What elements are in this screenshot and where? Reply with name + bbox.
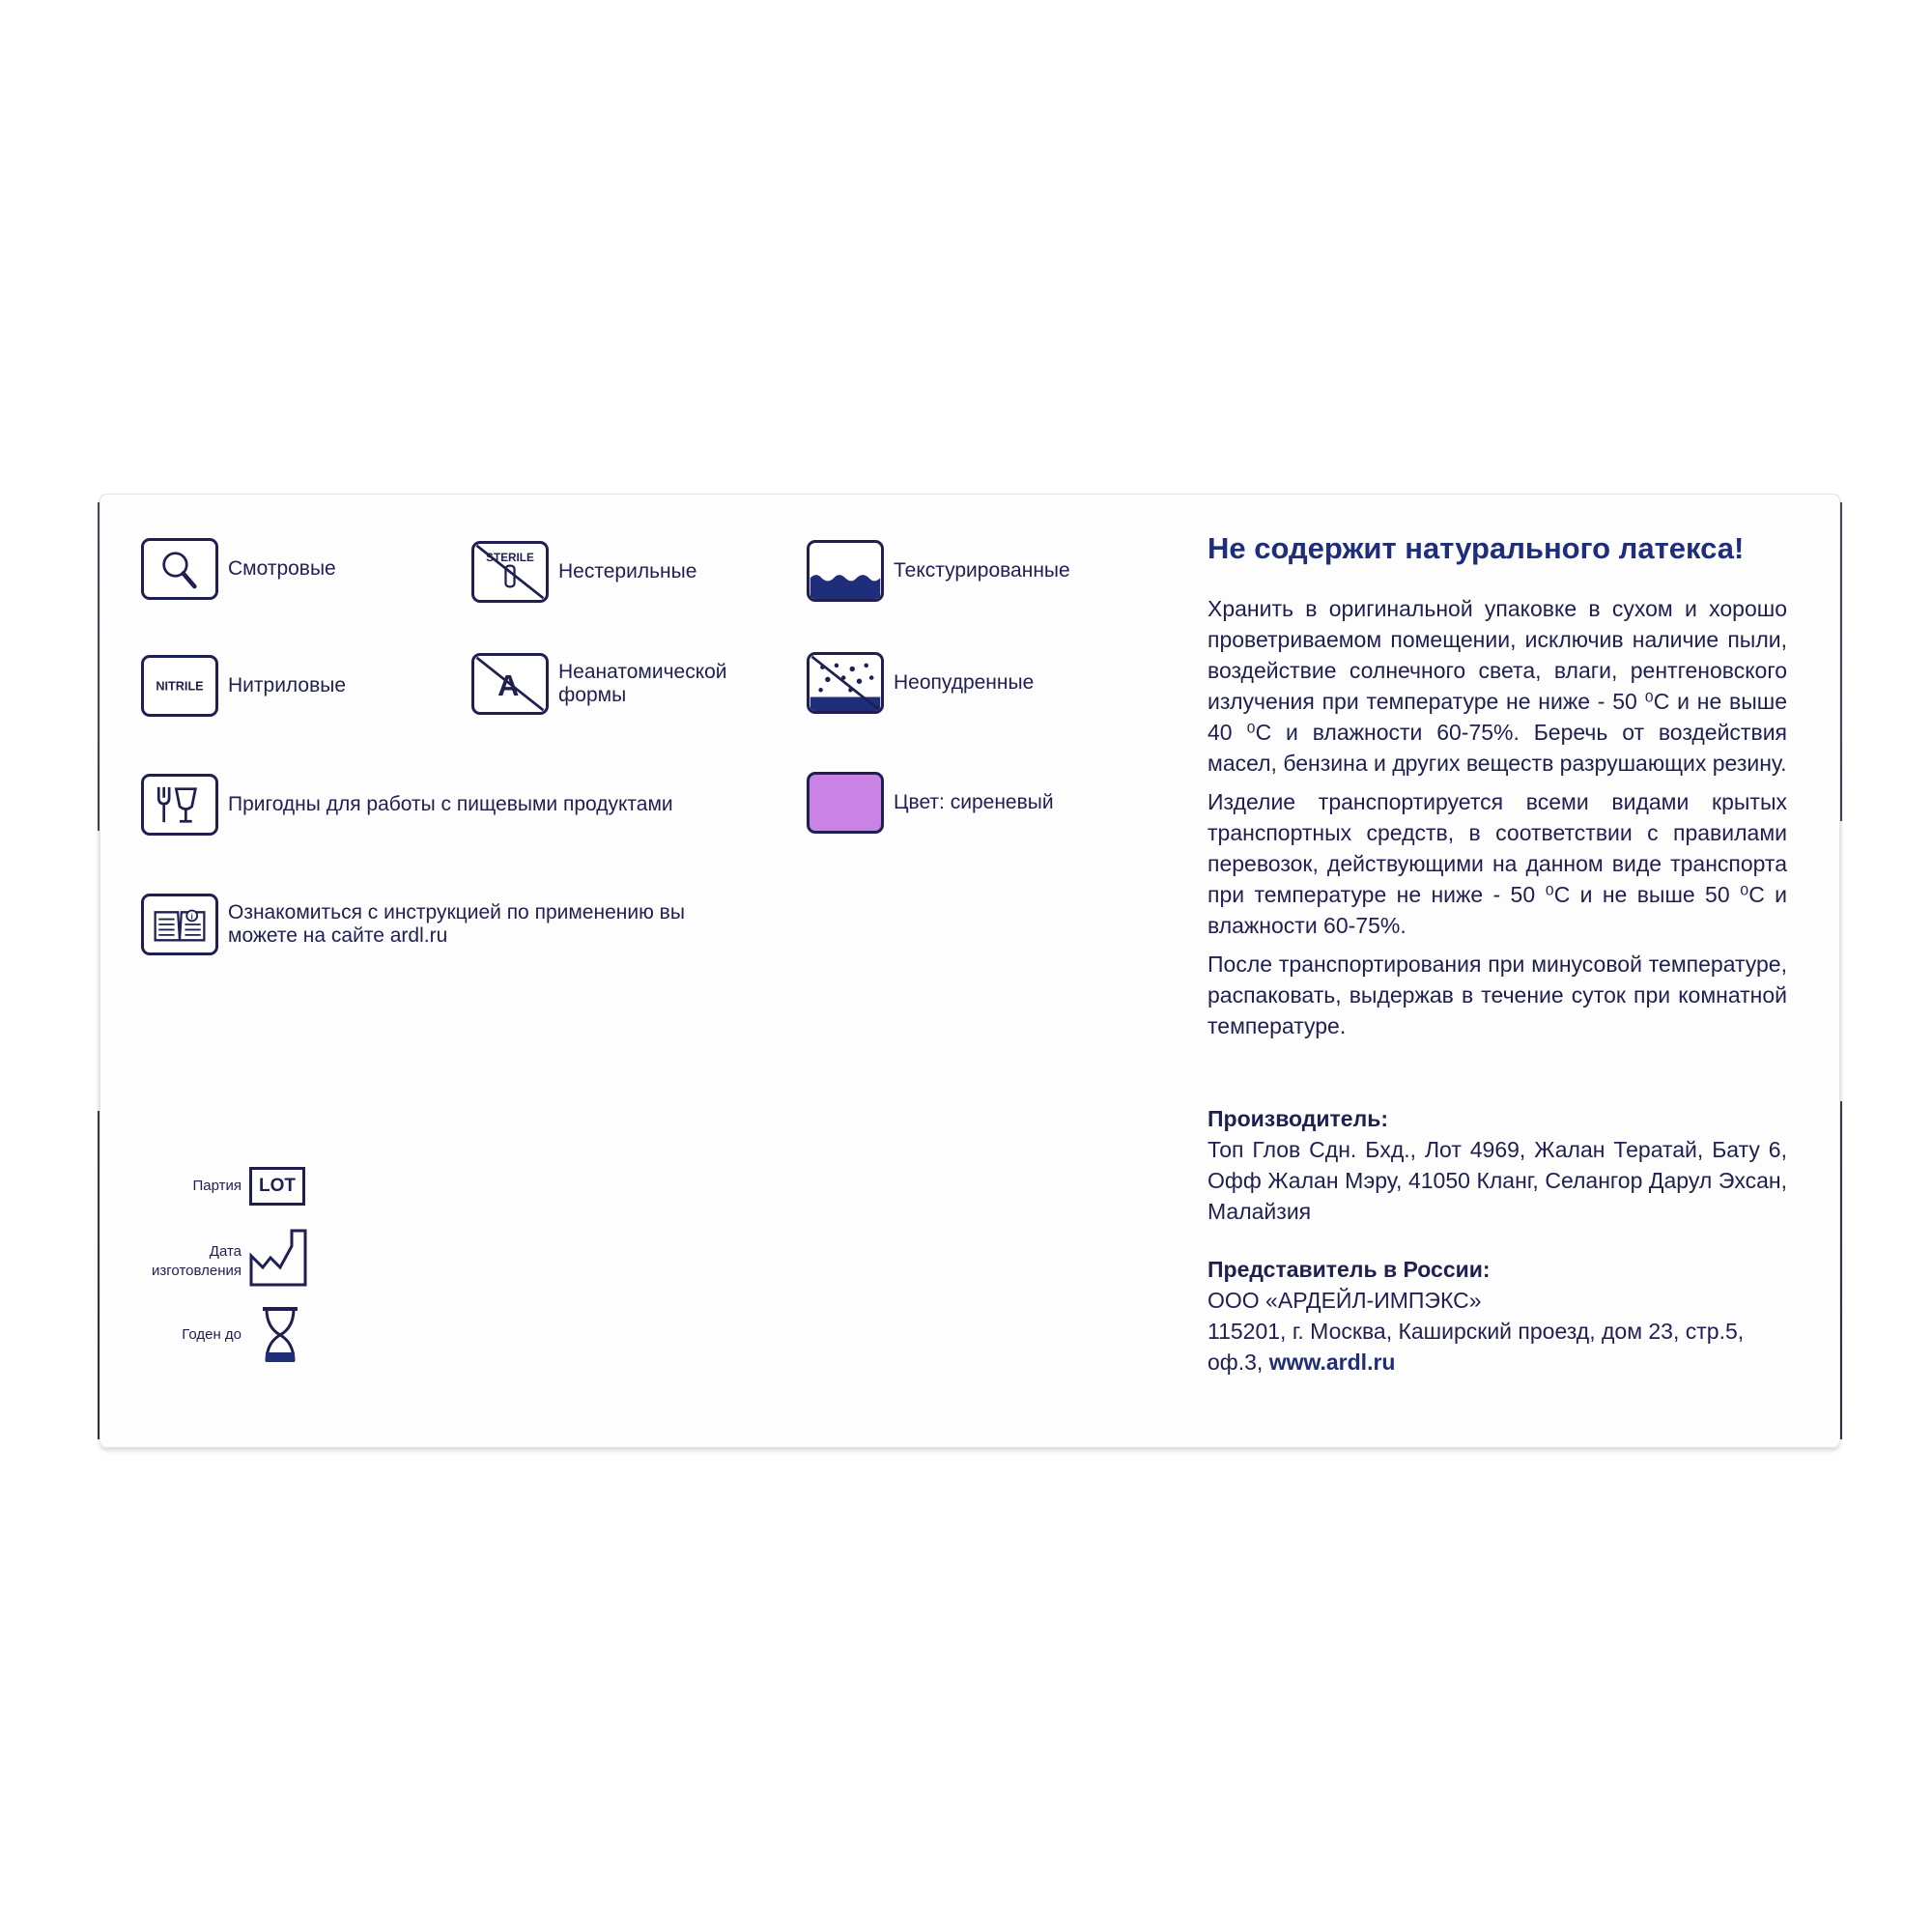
svg-text:i: i	[190, 912, 193, 922]
feature-label: Нестерильные	[558, 560, 697, 582]
instruction-book-icon	[141, 894, 218, 955]
magnifier-icon	[141, 538, 218, 600]
transport-text: Изделие транспортируется всеми видами крытых транспортных средств, в соответствии с правилами перевозок, действующими на данном виде транспорта при температуре не ниже - 50 ⁰С и не выше 50 ⁰С и влажности 60-75%.	[1208, 789, 1787, 938]
website-link[interactable]: www.ardl.ru	[1268, 1350, 1396, 1375]
feature-label: Пригодны для работы с пищевыми продуктами	[228, 793, 673, 815]
feature-label: Неанатомической формы	[558, 661, 727, 706]
feature-label: Ознакомиться с инструкцией по применению вы можете на сайте ardl.ru	[228, 901, 685, 947]
sterile-crossed-icon	[471, 541, 549, 603]
feature-powder-free	[807, 652, 1034, 714]
nitrile-text: NITRILE	[156, 679, 204, 694]
latex-free-headline: Не содержит натурального латекса!	[1208, 531, 1745, 565]
feature-non-sterile	[471, 541, 696, 603]
office-prefix: оф.3,	[1208, 1350, 1269, 1375]
nitrile-icon	[141, 655, 218, 717]
feature-nitrile	[141, 655, 346, 717]
feature-label: Цвет: сиреневый	[894, 791, 1054, 813]
factory-icon	[249, 1229, 309, 1289]
feature-label: Смотровые	[228, 557, 336, 580]
feature-label: Неопудренные	[894, 671, 1035, 694]
feature-examination	[141, 538, 336, 600]
storage-text: Хранить в оригинальной упаковке в сухом и хорошо проветриваемом помещении, исключив наличие пыли, воздействие солнечного света, влаги, рентгеновского излучения при температуре не ниже - 50 ⁰С и не выше 40 ⁰С и влажности 60-75%. Беречь от воздействия масел, бензина и других веществ разрушающих резину.	[1208, 596, 1787, 776]
feature-food-safe	[141, 774, 673, 836]
texture-icon	[807, 540, 884, 602]
lot-icon: LOT	[249, 1167, 305, 1206]
expiry-label: Годен до	[182, 1326, 242, 1343]
sterile-text: STERILE	[486, 552, 534, 565]
feature-instructions	[141, 894, 711, 955]
manufacturer-address: Топ Глов Сдн. Бхд., Лот 4969, Жалан Тератай, Бату 6, Офф Жалан Мэру, 41050 Кланг, Селангор Дарул Эхсан, Малайзия	[1208, 1137, 1787, 1224]
representative-company: ООО «АРДЕЙЛ-ИМПЭКС»	[1208, 1288, 1482, 1313]
representative-address: 115201, г. Москва, Каширский проезд, дом 23, стр.5,	[1208, 1319, 1745, 1344]
lot-label: Партия	[192, 1178, 242, 1194]
color-swatch-icon	[807, 772, 884, 834]
manufacture-date-label: Дата изготовления	[152, 1243, 242, 1279]
feature-textured	[807, 540, 1070, 602]
representative-office	[1208, 1347, 1787, 1378]
food-safe-icon	[141, 774, 218, 836]
feature-color	[807, 772, 1054, 834]
hourglass-icon	[261, 1306, 299, 1364]
feature-non-anatomical	[471, 653, 761, 715]
powder-free-icon	[807, 652, 884, 714]
feature-label: Нитриловые	[228, 674, 347, 696]
manufacturer-title: Производитель:	[1208, 1106, 1388, 1131]
non-anatomical-icon	[471, 653, 549, 715]
after-transport-text: После транспортирования при минусовой температуре, распаковать, выдержав в течение суток при комнатной температуре.	[1208, 952, 1787, 1038]
letter-a: A	[497, 668, 520, 702]
feature-label: Текстурированные	[894, 559, 1070, 582]
representative-title: Представитель в России:	[1208, 1257, 1491, 1282]
